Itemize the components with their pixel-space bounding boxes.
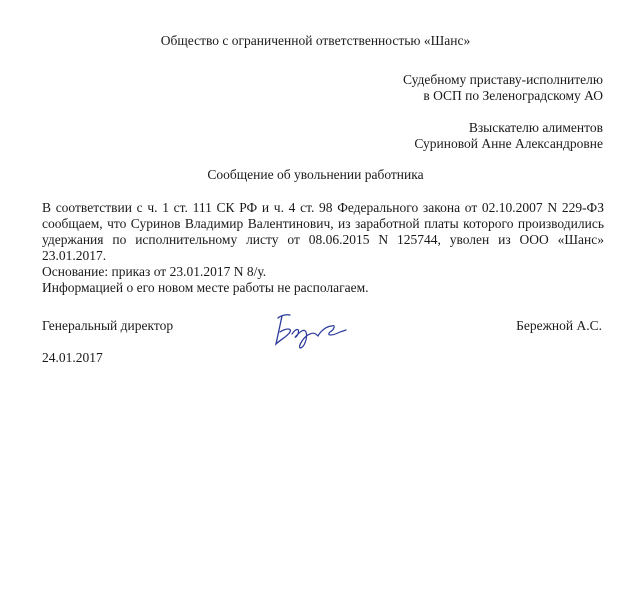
document-body xyxy=(42,200,604,296)
recipient-claimant-line1: Взыскателю алиментов xyxy=(468,120,603,135)
organization-name: Общество с ограниченной ответственностью «Шанс» xyxy=(160,33,471,48)
recipient-bailiff-line1: Судебному приставу-исполнителю xyxy=(402,72,603,87)
recipient-bailiff xyxy=(403,72,603,104)
basis-line: Основание: приказ от 23.01.2017 N 8/у. xyxy=(42,264,267,279)
recipient-claimant-line2: Суриновой Анне Александровне xyxy=(414,136,603,151)
document-title: Сообщение об увольнении работника xyxy=(207,167,424,182)
signer-name: Бережной А.С. xyxy=(516,318,602,333)
recipient-bailiff-line2: в ОСП по Зеленоградскому АО xyxy=(423,88,603,103)
document-date: 24.01.2017 xyxy=(42,350,103,365)
info-line: Информацией о его новом месте работы не располагаем. xyxy=(42,280,369,295)
handwritten-signature xyxy=(270,306,350,350)
signer-position: Генеральный директор xyxy=(42,318,174,333)
body-paragraph: В соответствии с ч. 1 ст. 111 СК РФ и ч. 4 ст. 98 Федерального закона от 02.10.2007 N 229-ФЗ сообщаем, что Суринов Владимир Валентинович, из заработной платы которого производились удержания по исполнительному листу от 08.06.2015 N 125744, уволен из ООО «Шанс» 23.01.2017. xyxy=(42,200,604,263)
recipient-claimant xyxy=(414,120,603,152)
